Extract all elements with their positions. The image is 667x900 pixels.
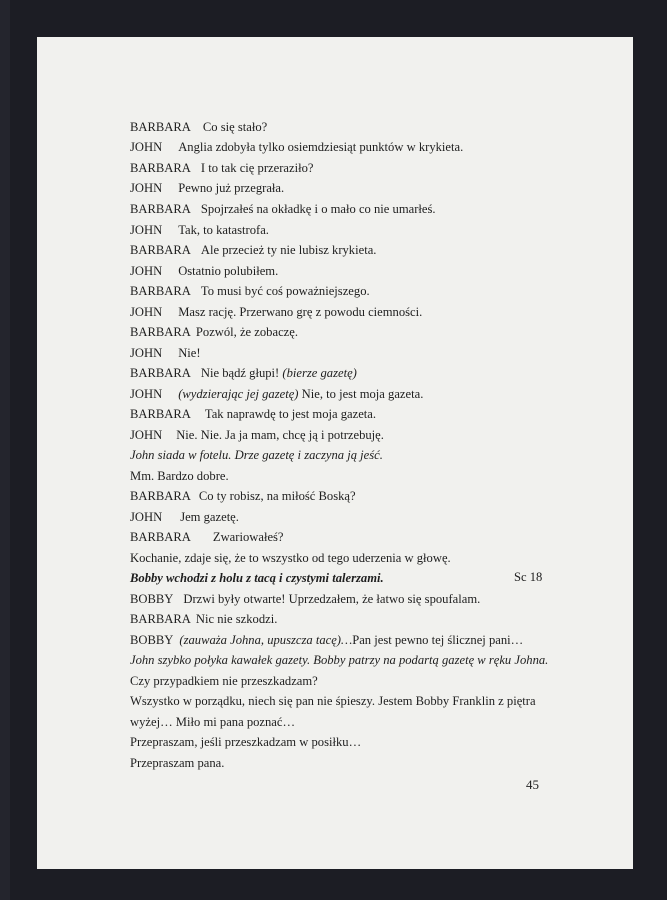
dialogue-text: Nie bądź głupi! — [200, 366, 280, 380]
dialogue-line — [130, 611, 277, 627]
dialogue-line — [130, 406, 376, 422]
stage-direction: (wydzierając jej gazetę) — [178, 387, 299, 401]
speaker-name: BARBARA — [130, 284, 191, 298]
dialogue-line — [130, 119, 267, 135]
dialogue-continuation: Kochanie, zdaje się, że to wszystko od tego uderzenia w głowę. — [130, 551, 451, 565]
speaker-name: BARBARA — [130, 366, 191, 380]
speaker-name: BARBARA — [130, 407, 191, 421]
dialogue-line — [130, 180, 284, 196]
dialogue-text: Zwariowałeś? — [212, 530, 284, 544]
dialogue-line — [130, 160, 313, 176]
stage-direction: (zauważa Johna, upuszcza tacę)… — [179, 633, 353, 647]
speaker-name: BARBARA — [130, 243, 191, 257]
dialogue-text: Nie, to jest moja gazeta. — [301, 387, 424, 401]
dialogue-text: Co ty robisz, na miłość Boską? — [198, 489, 356, 503]
speaker-name: JOHN — [130, 181, 163, 195]
speaker-name: BARBARA — [130, 161, 191, 175]
dialogue-text: Pan jest pewno tej ślicznej pani… — [352, 633, 524, 647]
dialogue-line — [130, 139, 463, 155]
dialogue-line — [130, 509, 239, 525]
dialogue-line — [130, 345, 201, 361]
dialogue-line — [130, 488, 356, 504]
dialogue-continuation: Wszystko w porządku, niech się pan nie śpieszy. Jestem Bobby Franklin z piętra — [130, 694, 536, 708]
dialogue-text: Drzwi były otwarte! Uprzedzałem, że łatwo się spoufalam. — [183, 592, 481, 606]
dialogue-text: Spojrzałeś na okładkę i o mało co nie umarłeś. — [200, 202, 436, 216]
dialogue-line — [130, 324, 298, 340]
dialogue-text: Masz rację. Przerwano grę z powodu ciemności. — [178, 305, 423, 319]
dialogue-text: Pewno już przegrała. — [178, 181, 285, 195]
scene-marker: Sc 18 — [514, 570, 543, 584]
speaker-name: JOHN — [130, 387, 163, 401]
dialogue-line — [130, 529, 284, 545]
speaker-name: BOBBY — [130, 633, 174, 647]
dialogue-line — [130, 386, 423, 402]
speaker-name: JOHN — [130, 305, 163, 319]
speaker-name: JOHN — [130, 428, 163, 442]
dialogue-continuation: Przepraszam, jeśli przeszkadzam w posiłku… — [130, 735, 362, 749]
dialogue-text: Co się stało? — [202, 120, 268, 134]
scene-stage-direction: Bobby wchodzi z holu z tacą i czystymi talerzami. — [130, 571, 384, 585]
dialogue-text: Anglia zdobyła tylko osiemdziesiąt punktów w krykieta. — [178, 140, 464, 154]
stage-direction-line: John szybko połyka kawałek gazety. Bobby patrzy na podartą gazetę w ręku Johna. — [130, 653, 549, 667]
dialogue-continuation: Przepraszam pana. — [130, 756, 225, 770]
stage-direction: (bierze gazetę) — [282, 366, 357, 380]
speaker-name: JOHN — [130, 264, 163, 278]
page-number: 45 — [526, 777, 539, 792]
dialogue-text: Jem gazetę. — [180, 510, 239, 524]
dialogue-text: Ale przecież ty nie lubisz krykieta. — [200, 243, 377, 257]
speaker-name: BARBARA — [130, 325, 191, 339]
scan-border — [0, 0, 10, 900]
dialogue-text: Pozwól, że zobaczę. — [195, 325, 298, 339]
dialogue-line — [130, 242, 376, 258]
speaker-name: BOBBY — [130, 592, 174, 606]
dialogue-text: Nic nie szkodzi. — [195, 612, 278, 626]
speaker-name: BARBARA — [130, 530, 191, 544]
dialogue-continuation: Mm. Bardzo dobre. — [130, 469, 229, 483]
dialogue-text: Nie! — [178, 346, 201, 360]
speaker-name: JOHN — [130, 140, 163, 154]
dialogue-line — [130, 427, 384, 443]
dialogue-line — [130, 632, 523, 648]
speaker-name: JOHN — [130, 510, 163, 524]
dialogue-text: Tak, to katastrofa. — [178, 223, 269, 237]
dialogue-line — [130, 263, 278, 279]
dialogue-line — [130, 304, 422, 320]
speaker-name: BARBARA — [130, 120, 191, 134]
dialogue-line — [130, 591, 480, 607]
speaker-name: BARBARA — [130, 202, 191, 216]
dialogue-text: Ostatnio polubiłem. — [178, 264, 279, 278]
stage-direction-line: John siada w fotelu. Drze gazetę i zaczyna ją jeść. — [130, 448, 383, 462]
dialogue-line — [130, 283, 370, 299]
speaker-name: BARBARA — [130, 612, 191, 626]
dialogue-text: To musi być coś poważniejszego. — [200, 284, 370, 298]
dialogue-continuation: Czy przypadkiem nie przeszkadzam? — [130, 674, 318, 688]
dialogue-continuation: wyżej… Miło mi pana poznać… — [130, 715, 296, 729]
dialogue-line — [130, 222, 269, 238]
dialogue-line — [130, 201, 436, 217]
script-page — [37, 37, 633, 869]
speaker-name: JOHN — [130, 346, 163, 360]
speaker-name: BARBARA — [130, 489, 191, 503]
speaker-name: JOHN — [130, 223, 163, 237]
dialogue-line — [130, 365, 357, 381]
dialogue-text: Nie. Nie. Ja ja mam, chcę ją i potrzebuję. — [176, 428, 384, 442]
dialogue-text: Tak naprawdę to jest moja gazeta. — [204, 407, 377, 421]
dialogue-text: I to tak cię przeraziło? — [200, 161, 314, 175]
